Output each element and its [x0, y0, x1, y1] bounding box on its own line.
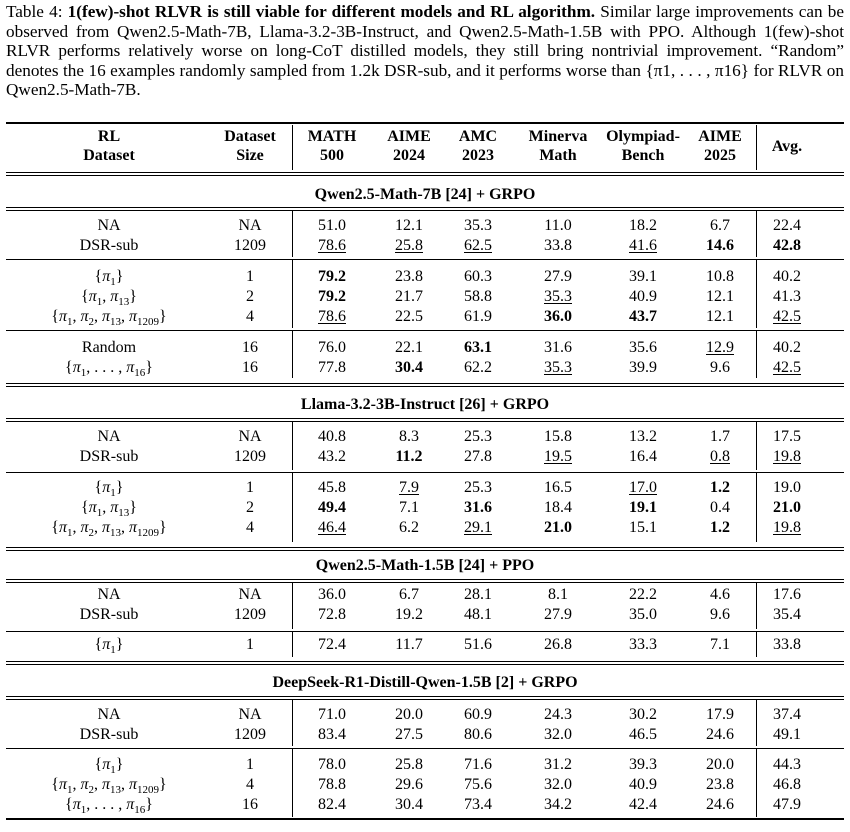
section-title: Llama-3.2-3B-Instruct [26] + GRPO: [300, 396, 550, 413]
table-cell: 12.9: [706, 339, 734, 356]
table-cell: 78.8: [318, 776, 346, 793]
table-cell: 78.0: [318, 756, 346, 773]
table-cell: 37.4: [773, 706, 801, 723]
table-cell: 19.8: [773, 519, 801, 536]
table-cell: 51.6: [464, 636, 492, 653]
table-cell: 79.2: [318, 268, 346, 285]
table-cell: 15.8: [544, 428, 572, 445]
table-cell: 31.2: [544, 756, 572, 773]
table-cell: 39.9: [629, 359, 657, 376]
table-cell: 33.3: [629, 636, 657, 653]
table-cell: 1.2: [710, 519, 730, 536]
caption-label: Table 4:: [6, 2, 63, 21]
rule: [6, 664, 844, 665]
table-cell: 72.8: [318, 606, 346, 623]
table-cell: 46.8: [773, 776, 801, 793]
table-cell: 35.0: [629, 606, 657, 623]
table-cell: 76.0: [318, 339, 346, 356]
table-cell: 27.9: [544, 268, 572, 285]
caption-text: Similar large improvements can be observed from Qwen2.5-Math-7B, Llama-3.2-3B-Instruct, and Qwen2.5-Math-1.5B with PPO. Although 1(few)-shot RLVR performs relatively worse on long-CoT distilled models, they still bring nontrivial improvement. “Random” denotes the 16 examples randomly sampled from 1.2k DSR-sub, and it performs worse than {π1, . . . , π16} for RLVR on Qwen2.5-Math-7B.: [6, 2, 845, 100]
table-cell: 30.4: [395, 359, 423, 376]
table-cell: 17.5: [773, 428, 801, 445]
header-minerva: Minerva Math: [528, 128, 588, 164]
header-amc2023: AMC 2023: [458, 128, 498, 164]
rule: [6, 696, 844, 697]
table-cell: 12.1: [706, 288, 734, 305]
row-size: 1: [246, 636, 254, 653]
row-size: 1: [246, 268, 254, 285]
divider: [756, 125, 757, 170]
table-cell: 36.0: [318, 586, 346, 603]
table-cell: 31.6: [544, 339, 572, 356]
row-dataset: NA: [97, 706, 121, 723]
table-cell: 10.8: [706, 268, 734, 285]
header-aime2024: AIME 2024: [387, 128, 431, 164]
table-cell: 24.3: [544, 706, 572, 723]
table-cell: 26.8: [544, 636, 572, 653]
table-cell: 16.4: [629, 448, 657, 465]
row-dataset: DSR-sub: [79, 237, 139, 254]
row-dataset: {$\pi_1$, $\pi_2$, $\pi_{13}$, $\pi_{1209}$}: [51, 308, 167, 329]
table-caption: [6, 2, 844, 100]
table-cell: 17.0: [629, 479, 657, 496]
table-cell: 27.8: [464, 448, 492, 465]
row-dataset: {$\pi_1$, $\pi_2$, $\pi_{13}$, $\pi_{1209}$}: [51, 519, 167, 540]
row-dataset: DSR-sub: [79, 448, 139, 465]
rule: [6, 210, 844, 211]
table-cell: 0.8: [710, 448, 730, 465]
table-cell: 49.1: [773, 726, 801, 743]
table-cell: 17.9: [706, 706, 734, 723]
table-cell: 18.2: [629, 217, 657, 234]
table-cell: 8.3: [399, 428, 419, 445]
table-cell: 23.8: [706, 776, 734, 793]
row-dataset: DSR-sub: [79, 606, 139, 623]
header-olympiad: Olympiad- Bench: [606, 128, 680, 164]
table-cell: 17.6: [773, 586, 801, 603]
table-cell: 19.8: [773, 448, 801, 465]
table-cell: 21.0: [544, 519, 572, 536]
row-dataset: NA: [97, 428, 121, 445]
table-cell: 32.0: [544, 726, 572, 743]
table-cell: 24.6: [706, 726, 734, 743]
table-cell: 27.9: [544, 606, 572, 623]
row-size: 2: [246, 499, 254, 516]
row-dataset: $\{\pi_1\}$: [94, 756, 124, 777]
table-cell: 25.8: [395, 237, 423, 254]
table-cell: 21.0: [773, 499, 801, 516]
table-cell: 79.2: [318, 288, 346, 305]
table-cell: 34.2: [544, 796, 572, 813]
table-cell: 25.3: [464, 479, 492, 496]
rule: [6, 699, 844, 700]
table-cell: 31.6: [464, 499, 492, 516]
header-avg: Avg.: [771, 138, 803, 155]
table-cell: 16.5: [544, 479, 572, 496]
table-cell: 71.6: [464, 756, 492, 773]
table-cell: 1.2: [710, 479, 730, 496]
row-size: 4: [246, 308, 254, 325]
table-cell: 19.0: [773, 479, 801, 496]
row-dataset: Random: [81, 339, 137, 356]
table-cell: 27.5: [395, 726, 423, 743]
row-size: NA: [238, 706, 262, 723]
table-cell: 36.0: [544, 308, 572, 325]
table-cell: 35.4: [773, 606, 801, 623]
table-cell: 12.1: [706, 308, 734, 325]
table-cell: 40.9: [629, 288, 657, 305]
row-size: NA: [238, 586, 262, 603]
table-cell: 6.2: [399, 519, 419, 536]
row-dataset: NA: [97, 586, 121, 603]
rule: [6, 421, 844, 422]
table-cell: 47.9: [773, 796, 801, 813]
rule: [6, 386, 844, 387]
table-cell: 7.1: [710, 636, 730, 653]
table-cell: 43.7: [629, 308, 657, 325]
row-dataset: DSR-sub: [79, 726, 139, 743]
table-cell: 9.6: [710, 606, 730, 623]
table-cell: 13.2: [629, 428, 657, 445]
header-aime2025: AIME 2025: [698, 128, 742, 164]
row-size: 1: [246, 756, 254, 773]
table-cell: 23.8: [395, 268, 423, 285]
row-size: 16: [242, 359, 258, 376]
row-size: 4: [246, 519, 254, 536]
table-cell: 63.1: [464, 339, 492, 356]
rule: [6, 472, 844, 473]
table-cell: 32.0: [544, 776, 572, 793]
table-cell: 46.4: [318, 519, 346, 536]
table-cell: 62.5: [464, 237, 492, 254]
table-cell: 30.2: [629, 706, 657, 723]
table-cell: 9.6: [710, 359, 730, 376]
table-cell: 43.2: [318, 448, 346, 465]
row-dataset: NA: [97, 217, 121, 234]
rule: [6, 172, 844, 173]
table-cell: 61.9: [464, 308, 492, 325]
table-cell: 48.1: [464, 606, 492, 623]
table-cell: 40.2: [773, 268, 801, 285]
table-cell: 39.1: [629, 268, 657, 285]
header-dataset-size: Dataset Size: [224, 128, 276, 164]
table-cell: 19.2: [395, 606, 423, 623]
table-cell: 71.0: [318, 706, 346, 723]
rule: [6, 661, 844, 662]
table-cell: 41.3: [773, 288, 801, 305]
table-cell: 20.0: [706, 756, 734, 773]
row-dataset: {$\pi_1$, $\pi_{13}$}: [81, 288, 137, 309]
table-cell: 20.0: [395, 706, 423, 723]
header-rl-dataset: RL Dataset: [83, 128, 135, 164]
table-cell: 8.1: [548, 586, 568, 603]
row-dataset: {$\pi_1$, . . . , $\pi_{16}$}: [65, 359, 153, 380]
row-dataset: $\{\pi_1\}$: [94, 636, 124, 657]
table-cell: 11.2: [395, 448, 423, 465]
table-cell: 12.1: [395, 217, 423, 234]
table-cell: 78.6: [318, 308, 346, 325]
section-title: Qwen2.5-Math-7B [24] + GRPO: [314, 186, 536, 203]
table-cell: 82.4: [318, 796, 346, 813]
table-cell: 19.1: [629, 499, 657, 516]
row-size: 4: [246, 776, 254, 793]
caption-bold: 1(few)-shot RLVR is still viable for different models and RL algorithm.: [67, 2, 596, 21]
table-cell: 6.7: [399, 586, 419, 603]
table-cell: 45.8: [318, 479, 346, 496]
table-cell: 25.8: [395, 756, 423, 773]
row-size: 16: [242, 796, 258, 813]
table-cell: 30.4: [395, 796, 423, 813]
table-cell: 60.3: [464, 268, 492, 285]
table-cell: 11.7: [395, 636, 423, 653]
table-cell: 6.7: [710, 217, 730, 234]
rule: [6, 631, 844, 632]
header-math500: MATH 500: [307, 128, 357, 164]
table-cell: 35.3: [544, 288, 572, 305]
row-size: 1: [246, 479, 254, 496]
table-cell: 33.8: [544, 237, 572, 254]
table-cell: 72.4: [318, 636, 346, 653]
table-cell: 18.4: [544, 499, 572, 516]
row-size: 16: [242, 339, 258, 356]
table-cell: 15.1: [629, 519, 657, 536]
table-cell: 51.0: [318, 217, 346, 234]
row-dataset: {$\pi_1$, . . . , $\pi_{16}$}: [65, 796, 153, 817]
table-cell: 62.2: [464, 359, 492, 376]
rule: [6, 175, 844, 176]
table-cell: 80.6: [464, 726, 492, 743]
rule: [6, 550, 844, 551]
row-dataset: $\{\pi_1\}$: [94, 479, 124, 500]
table-cell: 35.6: [629, 339, 657, 356]
rule: [6, 748, 844, 749]
table-cell: 7.9: [399, 479, 419, 496]
table-cell: 39.3: [629, 756, 657, 773]
table-cell: 73.4: [464, 796, 492, 813]
table-cell: 25.3: [464, 428, 492, 445]
rule: [6, 259, 844, 260]
table-cell: 33.8: [773, 636, 801, 653]
table-cell: 24.6: [706, 796, 734, 813]
table-cell: 42.8: [773, 237, 801, 254]
row-size: NA: [238, 428, 262, 445]
table-cell: 35.3: [544, 359, 572, 376]
table-cell: 22.2: [629, 586, 657, 603]
rule: [6, 582, 844, 583]
section-title: DeepSeek-R1-Distill-Qwen-1.5B [2] + GRPO: [272, 674, 578, 691]
table-cell: 7.1: [399, 499, 419, 516]
table-cell: 29.1: [464, 519, 492, 536]
row-size: NA: [238, 217, 262, 234]
table-cell: 29.6: [395, 776, 423, 793]
rule: [6, 547, 844, 548]
row-dataset: {$\pi_1$, $\pi_{13}$}: [81, 499, 137, 520]
table-cell: 11.0: [544, 217, 572, 234]
table-cell: 22.1: [395, 339, 423, 356]
table-cell: 46.5: [629, 726, 657, 743]
row-dataset: {$\pi_1$, $\pi_2$, $\pi_{13}$, $\pi_{1209}$}: [51, 776, 167, 797]
table-cell: 42.5: [773, 308, 801, 325]
table-cell: 14.6: [706, 237, 734, 254]
table-cell: 44.3: [773, 756, 801, 773]
table-cell: 40.9: [629, 776, 657, 793]
rule: [6, 579, 844, 580]
table-cell: 4.6: [710, 586, 730, 603]
table-cell: 49.4: [318, 499, 346, 516]
table-cell: 42.5: [773, 359, 801, 376]
table-cell: 22.4: [773, 217, 801, 234]
row-size: 2: [246, 288, 254, 305]
table-cell: 42.4: [629, 796, 657, 813]
row-size: 1209: [234, 237, 266, 254]
top-rule: [6, 122, 844, 124]
table-cell: 1.7: [710, 428, 730, 445]
row-size: 1209: [234, 448, 266, 465]
table-cell: 75.6: [464, 776, 492, 793]
rule: [6, 207, 844, 208]
table-cell: 60.9: [464, 706, 492, 723]
table-cell: 21.7: [395, 288, 423, 305]
table-cell: 78.6: [318, 237, 346, 254]
table-cell: 77.8: [318, 359, 346, 376]
table-cell: 83.4: [318, 726, 346, 743]
table-cell: 40.8: [318, 428, 346, 445]
row-size: 1209: [234, 726, 266, 743]
table-cell: 40.2: [773, 339, 801, 356]
table-cell: 22.5: [395, 308, 423, 325]
table-cell: 35.3: [464, 217, 492, 234]
rule: [6, 418, 844, 419]
table-cell: 0.4: [710, 499, 730, 516]
table-cell: 28.1: [464, 586, 492, 603]
table-cell: 41.6: [629, 237, 657, 254]
table-cell: 58.8: [464, 288, 492, 305]
section-title: Qwen2.5-Math-1.5B [24] + PPO: [315, 557, 535, 574]
divider: [292, 125, 293, 170]
table-cell: 19.5: [544, 448, 572, 465]
row-dataset: $\{\pi_1\}$: [94, 268, 124, 289]
row-size: 1209: [234, 606, 266, 623]
